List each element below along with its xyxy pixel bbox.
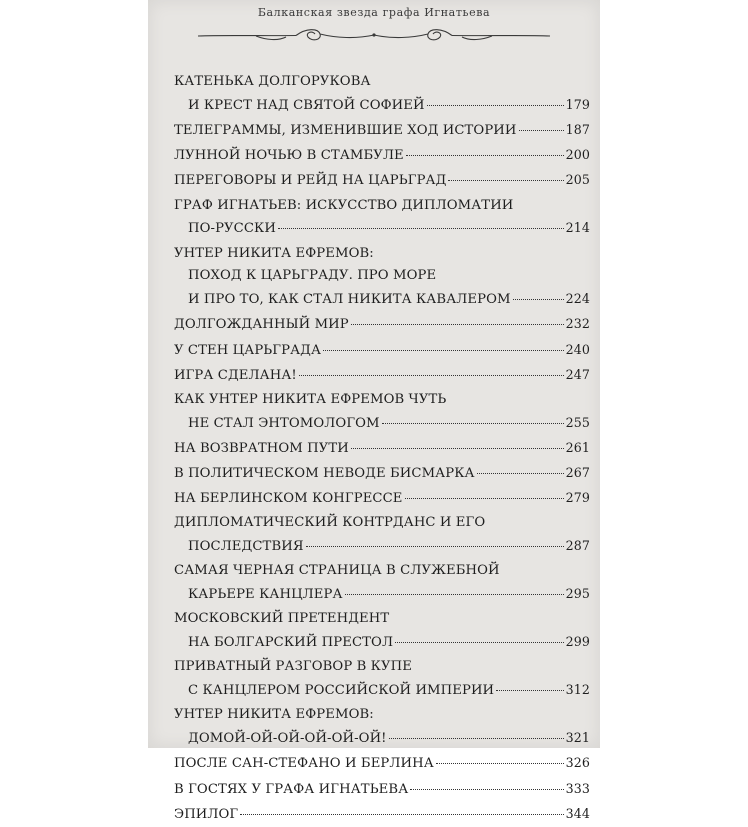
toc-entry-line [174,339,590,362]
toc-page-number: 214 [565,220,590,236]
toc-entry-line [174,631,590,654]
toc-entry-line [174,535,590,558]
toc-entry-line [174,752,590,775]
toc-entry [174,656,590,702]
toc-entry-line [174,71,590,94]
toc-entry-line [174,656,590,679]
toc-entry [174,144,590,167]
toc-page-number: 240 [565,341,590,357]
toc-entry-line [174,169,590,192]
toc-page-number: 333 [565,780,590,796]
toc-entry-title: ПЕРЕГОВОРЫ И РЕЙД НА ЦАРЬГРАД [174,173,447,189]
toc-entry-line [174,144,590,167]
toc-entry-title: ПОСЛЕДСТВИЯ [188,539,304,555]
toc-entry [174,462,590,485]
toc-entry-line [174,412,590,435]
dot-leader [345,594,564,595]
table-of-contents [174,71,590,826]
toc-page-number: 187 [565,121,590,137]
toc-page-number: 287 [565,538,590,554]
toc-entry-title: В ГОСТЯХ У ГРАФА ИГНАТЬЕВА [174,781,409,797]
toc-entry [174,803,590,826]
toc-entry-line [174,195,590,218]
toc-entry-line [174,583,590,606]
toc-page-number: 255 [565,414,590,430]
toc-entry-title: ДОМОЙ-ОЙ-ОЙ-ОЙ-ОЙ-ОЙ! [188,731,387,747]
toc-entry-title: НА ВОЗВРАТНОМ ПУТИ [174,440,349,456]
dot-leader [351,324,564,325]
toc-entry-title: НА БЕРЛИНСКОМ КОНГРЕССЕ [174,491,403,507]
toc-entry-line [174,265,590,288]
toc-entry [174,339,590,362]
toc-entry-title: КАРЬЕРЕ КАНЦЛЕРА [188,587,343,603]
dot-leader [395,642,564,643]
toc-entry-title: ПОСЛЕ САН-СТЕФАНО И БЕРЛИНА [174,756,434,772]
toc-entry-title: И КРЕСТ НАД СВЯТОЙ СОФИЕЙ [188,97,425,113]
toc-entry-line [174,364,590,387]
toc-entry-title: У СТЕН ЦАРЬГРАДА [174,342,322,358]
toc-entry [174,389,590,435]
toc-entry-title: ТЕЛЕГРАММЫ, ИЗМЕНИВШИЕ ХОД ИСТОРИИ [174,122,517,138]
toc-entry-title: ПО-РУССКИ [188,221,276,237]
toc-entry-title: УНТЕР НИКИТА ЕФРЕМОВ: [174,707,374,723]
toc-entry-line [174,512,590,535]
toc-entry [174,243,590,311]
toc-entry-line [174,217,590,240]
toc-entry [174,364,590,387]
flourish-ornament-icon [196,24,552,46]
toc-entry-title: С КАНЦЛЕРОМ РОССИЙСКОЙ ИМПЕРИИ [188,683,495,699]
toc-entry [174,119,590,142]
toc-page-number: 267 [565,465,590,481]
dot-leader [405,498,564,499]
toc-entry [174,195,590,241]
toc-page-number: 279 [565,490,590,506]
toc-entry-title: ДИПЛОМАТИЧЕСКИЙ КОНТРДАНС И ЕГО [174,515,486,531]
toc-entry [174,608,590,654]
toc-page-number: 295 [565,586,590,602]
toc-entry-line [174,778,590,801]
toc-page-number: 205 [565,172,590,188]
toc-entry-line [174,608,590,631]
dot-leader [477,473,564,474]
toc-entry [174,512,590,558]
toc-entry-line [174,560,590,583]
toc-page-number: 344 [565,805,590,821]
toc-entry-line [174,704,590,727]
toc-entry-line [174,487,590,510]
toc-entry-title: НА БОЛГАРСКИЙ ПРЕСТОЛ [188,635,394,651]
toc-entry-line [174,119,590,142]
toc-entry [174,313,590,336]
toc-page-number: 179 [565,96,590,112]
toc-entry-line [174,437,590,460]
dot-leader [406,155,564,156]
dot-leader [382,423,564,424]
dot-leader [351,448,564,449]
dot-leader [323,350,564,351]
dot-leader [278,228,564,229]
toc-page-number: 200 [565,147,590,163]
toc-entry-title: ЭПИЛОГ [174,806,239,822]
toc-entry [174,437,590,460]
toc-entry [174,704,590,750]
toc-entry-line [174,243,590,266]
dot-leader [410,789,563,790]
toc-entry-line [174,288,590,311]
toc-entry-title: ДОЛГОЖДАННЫЙ МИР [174,317,349,333]
dot-leader [299,375,564,376]
toc-page-number: 312 [565,682,590,698]
toc-entry [174,560,590,606]
toc-entry-line [174,803,590,826]
toc-entry [174,169,590,192]
dot-leader [306,546,564,547]
toc-entry-title: В ПОЛИТИЧЕСКОМ НЕВОДЕ БИСМАРКА [174,466,475,482]
toc-entry-title: САМАЯ ЧЕРНАЯ СТРАНИЦА В СЛУЖЕБНОЙ [174,563,500,579]
toc-entry-line [174,94,590,117]
toc-entry-title: КАК УНТЕР НИКИТА ЕФРЕМОВ ЧУТЬ [174,391,447,407]
toc-entry-title: ПОХОД К ЦАРЬГРАДУ. ПРО МОРЕ [188,268,437,284]
dot-leader [240,814,563,815]
toc-entry-line [174,679,590,702]
toc-entry [174,71,590,117]
toc-page-number: 232 [565,316,590,332]
dot-leader [496,690,563,691]
toc-entry-title: МОСКОВСКИЙ ПРЕТЕНДЕНТ [174,611,390,627]
toc-entry-title: ЛУННОЙ НОЧЬЮ В СТАМБУЛЕ [174,148,404,164]
toc-entry-title: ИГРА СДЕЛАНА! [174,367,297,383]
dot-leader [448,180,563,181]
toc-page-number: 326 [565,755,590,771]
dot-leader [519,130,564,131]
toc-entry-title: НЕ СТАЛ ЭНТОМОЛОГОМ [188,415,380,431]
toc-entry [174,778,590,801]
toc-entry [174,752,590,775]
running-head: Балканская звезда графа Игнатьева [257,6,491,19]
dot-leader [513,299,564,300]
toc-entry-title: ГРАФ ИГНАТЬЕВ: ИСКУССТВО ДИПЛОМАТИИ [174,197,514,213]
toc-entry-line [174,462,590,485]
dot-leader [427,105,564,106]
toc-page-number: 247 [565,366,590,382]
toc-entry-line [174,313,590,336]
toc-entry-title: УНТЕР НИКИТА ЕФРЕМОВ: [174,245,374,261]
book-page [148,0,600,822]
toc-entry [174,487,590,510]
toc-entry-line [174,727,590,750]
dot-leader [389,738,564,739]
toc-entry-title: ПРИВАТНЫЙ РАЗГОВОР В КУПЕ [174,659,412,675]
toc-entry-title: И ПРО ТО, КАК СТАЛ НИКИТА КАВАЛЕРОМ [188,292,511,308]
toc-entry-line [174,389,590,412]
toc-page-number: 299 [565,634,590,650]
toc-page-number: 224 [565,291,590,307]
toc-page-number: 261 [565,439,590,455]
toc-page-number: 321 [565,730,590,746]
toc-entry-title: КАТЕНЬКА ДОЛГОРУКОВА [174,74,371,89]
dot-leader [436,763,564,764]
